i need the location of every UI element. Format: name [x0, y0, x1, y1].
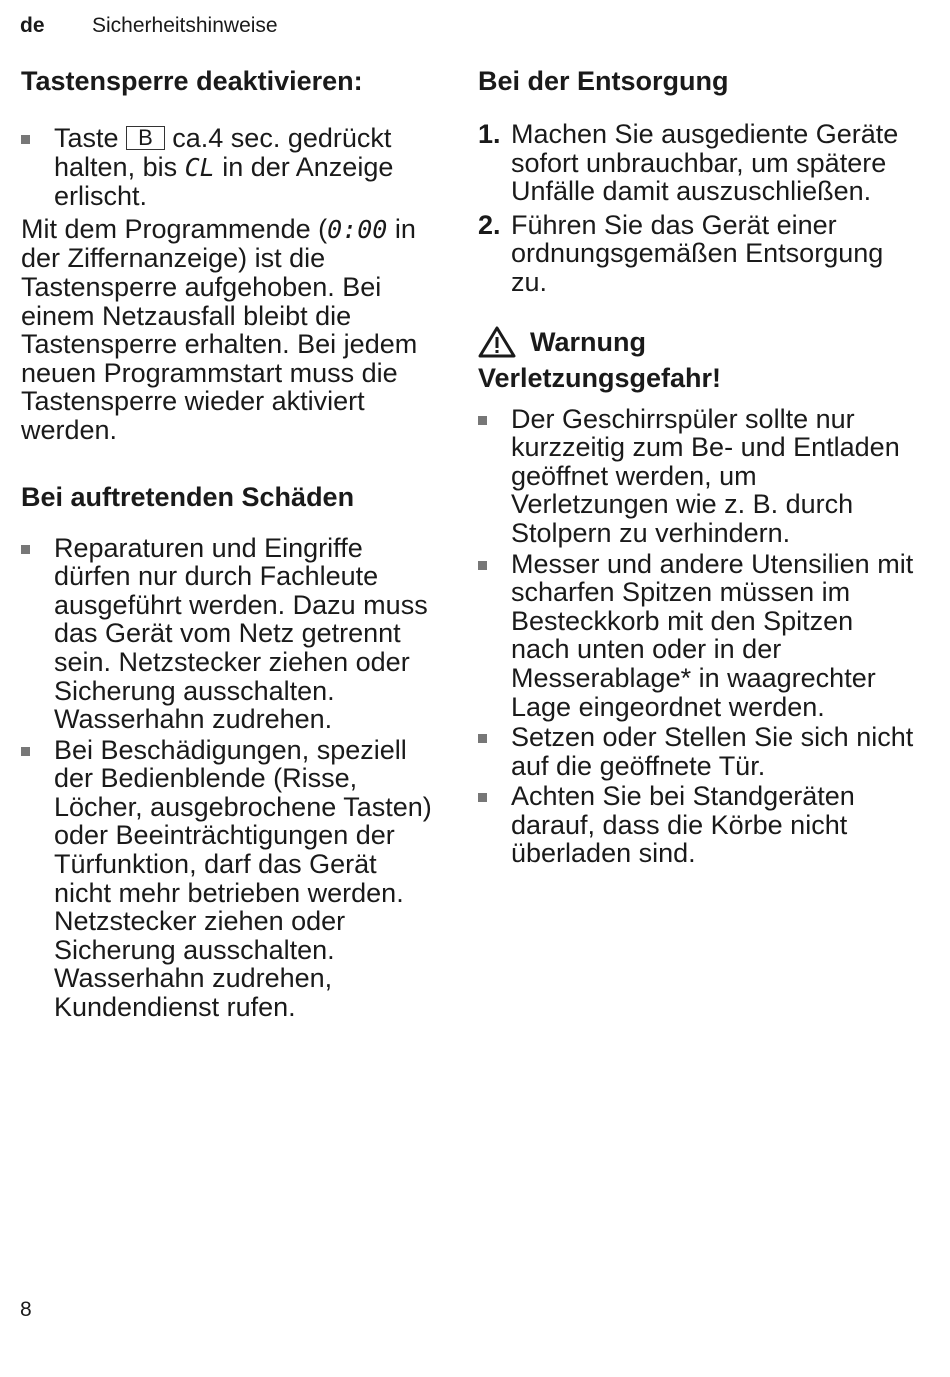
warning-list	[478, 405, 918, 869]
left-column	[21, 64, 441, 1024]
schaeden-list	[21, 534, 441, 1022]
warning-subheading: Verletzungsgefahr!	[478, 362, 722, 393]
bullet-icon	[478, 793, 487, 802]
list-item: Achten Sie bei Standgeräten darauf, dass die Körbe nicht überladen sind.	[478, 782, 918, 868]
list-item: Taste B ca.4 sec. gedrückt halten, bis CL in der Anzeige erlischt.	[21, 124, 441, 211]
list-item: Setzen oder Stellen Sie sich nicht auf die geöffnete Tür.	[478, 723, 918, 780]
display-cl-symbol: CL	[184, 152, 215, 182]
step-number: 1.	[478, 119, 501, 149]
list-item: 1. Machen Sie ausgediente Geräte sofort unbrauchbar, um spätere Unfälle damit auszuschließen.	[478, 119, 899, 207]
tastensperre-paragraph: Mit dem Programmende (0:00 in der Ziffernanzeige) ist die Tastensperre aufgehoben. Bei einem Netzausfall bleibt die Tastensperre erhalten. Bei jedem neuen Programmstart muss die Tastensperre wieder aktiviert werden.	[21, 213, 418, 445]
list-item: Bei Beschädigungen, speziell der Bedienblende (Risse, Löcher, ausgebrochene Tasten) oder Beeinträchtigungen der Türfunktion, darf das Gerät nicht mehr betrieben werden. Netzstecker ziehen oder Sicherung ausschalten. Wasserhahn zudrehen, Kundendienst rufen.	[21, 736, 441, 1022]
list-item: Reparaturen und Eingriffe dürfen nur durch Fachleute ausgeführt werden. Dazu muss das Gerät vom Netz getrennt sein. Netzstecker ziehen oder Sicherung ausschalten. Wasserhahn zudrehen.	[21, 534, 441, 734]
language-code: de	[20, 14, 45, 37]
section-title: Sicherheitshinweise	[92, 14, 278, 37]
bullet-icon	[21, 747, 30, 756]
warning-heading	[478, 325, 918, 359]
entsorgung-steps	[478, 120, 918, 297]
heading-schaeden: Bei auftretenden Schäden	[21, 481, 355, 512]
tastensperre-list	[21, 124, 441, 211]
bullet-icon	[478, 561, 487, 570]
list-item: Messer und andere Utensilien mit scharfen Spitzen müssen im Besteckkorb mit den Spitzen nach unten oder in der Messerablage* in waagrechter Lage eingeordnet werden.	[478, 550, 918, 722]
warning-triangle-icon	[478, 325, 516, 359]
step-number: 2.	[478, 209, 501, 240]
page-number: 8	[20, 1298, 32, 1321]
right-column	[478, 64, 918, 870]
key-b-symbol: B	[126, 126, 165, 150]
display-000-symbol: 0:00	[327, 214, 388, 244]
list-item: 2. Führen Sie das Gerät einer ordnungsgemäßen Entsorgung zu.	[478, 209, 884, 297]
bullet-icon	[21, 135, 30, 144]
list-item: Der Geschirrspüler sollte nur kurzzeitig zum Be- und Entladen geöffnet werden, um Verletzungen wie z. B. durch Stolpern zu verhindern.	[478, 405, 918, 548]
bullet-icon	[21, 545, 30, 554]
bullet-icon	[478, 734, 487, 743]
bullet-icon	[478, 416, 487, 425]
warning-label: Warnung	[530, 326, 646, 357]
heading-tastensperre: Tastensperre deaktivieren:	[21, 66, 363, 96]
heading-entsorgung: Bei der Entsorgung	[478, 66, 729, 96]
page-header	[20, 14, 278, 38]
